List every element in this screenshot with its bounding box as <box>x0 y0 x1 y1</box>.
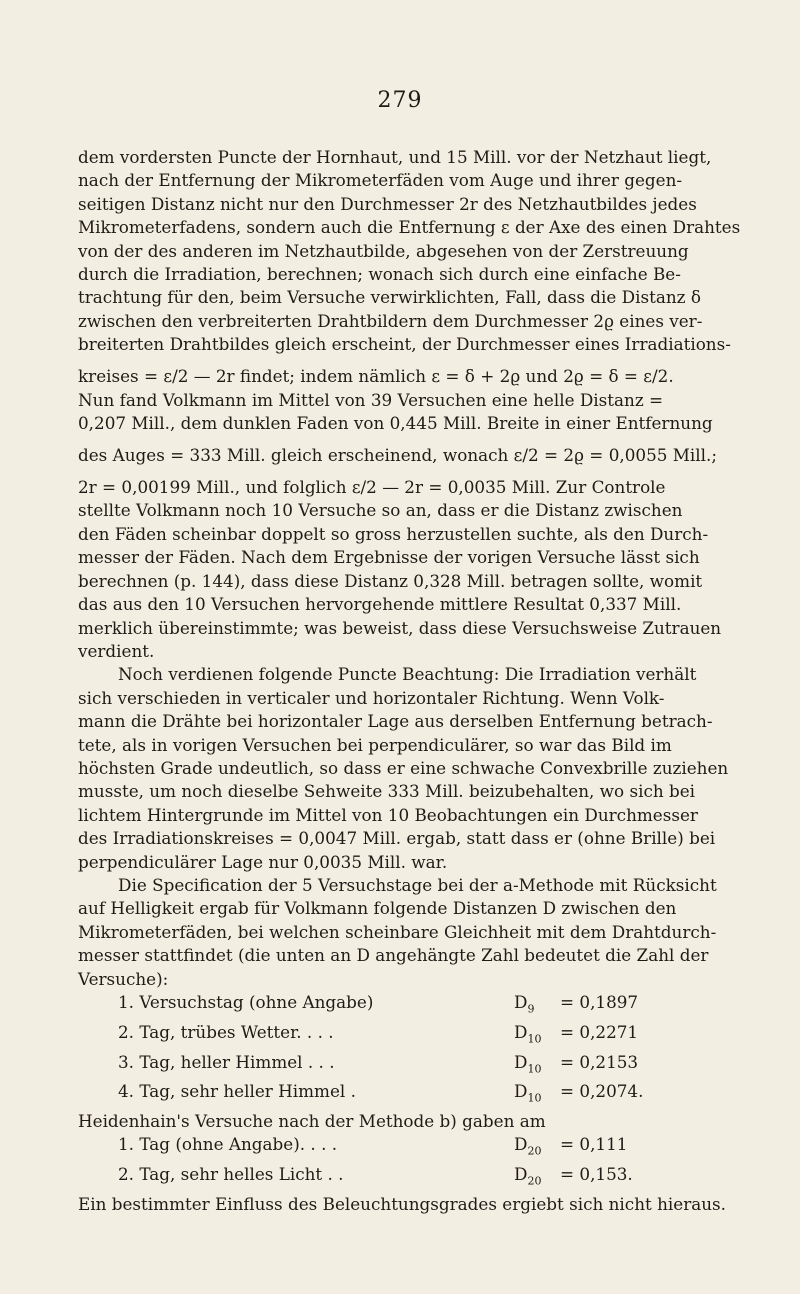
text-line: Mikrometerfäden, bei welchen scheinbare Gleichheit mit dem Drahtdurch- <box>78 921 717 942</box>
row-value: = 0,153. <box>560 1164 633 1185</box>
text-line: merklich übereinstimmte; was beweist, dass diese Versuchsweise Zutrauen <box>78 617 722 638</box>
row-label: 2. Tag, trübes Wetter. . . . <box>118 1021 334 1042</box>
text-line: messer stattfindet (die unten an D angehängte Zahl bedeutet die Zahl der <box>78 945 709 966</box>
row-symbol: $D_9$ <box>514 992 535 1016</box>
text-line: verdient. <box>78 640 155 661</box>
paragraph-start-line: Noch verdienen folgende Puncte Beachtung: Die Irradiation verhält <box>118 664 697 685</box>
row-symbol: $D_{10}$ <box>514 1021 542 1046</box>
table-row <box>78 1080 736 1110</box>
formula-line: des Auges = 333 Mill. gleich erscheinend, wonach ε/2 = 2ϱ = 0,0055 Mill.; <box>78 445 718 466</box>
text-line: des Irradiationskreises = 0,0047 Mill. ergab, statt dass er (ohne Brille) bei <box>78 828 716 849</box>
text-line: perpendiculärer Lage nur 0,0035 Mill. war. <box>78 851 448 872</box>
row-label: 1. Versuchstag (ohne Angabe) <box>118 992 374 1012</box>
heidenhain-table <box>78 1133 736 1193</box>
heidenhain-line: Heidenhain's Versuche nach der Methode b) gaben am <box>78 1111 546 1132</box>
text-line: seitigen Distanz nicht nur den Durchmesser 2r des Netzhautbildes jedes <box>78 193 697 214</box>
final-line: Ein bestimmter Einfluss des Beleuchtungsgrades ergiebt sich nicht hieraus. <box>78 1194 726 1214</box>
text-line: durch die Irradiation, berechnen; wonach sich durch eine einfache Be- <box>78 264 681 285</box>
text-line: das aus den 10 Versuchen hervorgehende mittlere Resultat 0,337 Mill. <box>78 594 682 615</box>
volkmann-table <box>78 991 736 1110</box>
text-line: 0,207 Mill., dem dunklen Faden von 0,445 Mill. Breite in einer Entfernung <box>78 413 713 434</box>
row-value: = 0,111 <box>560 1134 628 1155</box>
text-line: höchsten Grade undeutlich, so dass er eine schwache Convexbrille zuziehen <box>78 757 729 778</box>
text-line: berechnen (p. 144), dass diese Distanz 0,328 Mill. betragen sollte, womit <box>78 570 703 591</box>
text-line: sich verschieden in verticaler und horizontaler Richtung. Wenn Volk- <box>78 687 665 708</box>
text-line: breiterten Drahtbildes gleich erscheint, der Durchmesser eines Irradiations- <box>78 334 731 355</box>
text-line: messer der Fäden. Nach dem Ergebnisse der vorigen Versuche lässt sich <box>78 547 700 568</box>
page-number: 279 <box>377 88 423 113</box>
text-line: auf Helligkeit ergab für Volkmann folgende Distanzen D zwischen den <box>78 898 677 919</box>
text-line: tete, als in vorigen Versuchen bei perpendiculärer, so war das Bild im <box>78 734 672 755</box>
row-label: 1. Tag (ohne Angabe). . . . <box>118 1134 338 1155</box>
row-symbol: $D_{10}$ <box>514 1081 542 1105</box>
text-line: nach der Entfernung der Mikrometerfäden vom Auge und ihrer gegen- <box>78 170 683 191</box>
text-line: den Fäden scheinbar doppelt so gross herzustellen suchte, als den Durch- <box>78 523 709 544</box>
row-label: 4. Tag, sehr heller Himmel . <box>118 1081 356 1102</box>
text-line: zwischen den verbreiterten Drahtbildern dem Durchmesser 2ϱ eines ver- <box>78 310 703 331</box>
text-line: musste, um noch dieselbe Sehweite 333 Mill. beizubehalten, wo sich bei <box>78 781 696 802</box>
text-line: Versuche): <box>78 968 169 989</box>
text-line: trachtung für den, beim Versuche verwirklichten, Fall, dass die Distanz δ <box>78 287 701 308</box>
text-line: von der des anderen im Netzhautbilde, abgesehen von der Zerstreuung <box>78 240 689 261</box>
text-line: stellte Volkmann noch 10 Versuche so an, dass er die Distanz zwischen <box>78 500 683 521</box>
table-row <box>78 1021 736 1051</box>
table-row <box>78 991 736 1021</box>
formula-line: kreises = ε/2 — 2r findet; indem nämlich ε = δ + 2ϱ und 2ϱ = δ = ε/2. <box>78 366 674 387</box>
row-label: 3. Tag, heller Himmel . . . <box>118 1051 335 1072</box>
row-value: = 0,2153 <box>560 1051 639 1072</box>
row-value: = 0,2271 <box>560 1021 639 1042</box>
row-symbol: $D_{10}$ <box>514 1051 542 1075</box>
row-symbol: $D_{20}$ <box>514 1164 542 1188</box>
text-line: mann die Drähte bei horizontaler Lage aus derselben Entfernung betrach- <box>78 711 713 732</box>
table-row <box>78 1133 736 1163</box>
text-line: Mikrometerfadens, sondern auch die Entfernung ε der Axe des einen Drahtes <box>78 217 741 238</box>
row-label: 2. Tag, sehr helles Licht . . <box>118 1164 344 1185</box>
text-line: lichtem Hintergrunde im Mittel von 10 Beobachtungen ein Durchmesser <box>78 804 698 825</box>
formula-line: 2r = 0,00199 Mill., und folglich ε/2 — 2r = 0,0035 Mill. Zur Controle <box>78 477 666 498</box>
row-value: = 0,1897 <box>560 992 639 1012</box>
text-line: dem vordersten Puncte der Hornhaut, und 15 Mill. vor der Netzhaut liegt, <box>78 147 712 167</box>
row-value: = 0,2074. <box>560 1081 644 1102</box>
paragraph-start-line: Die Specification der 5 Versuchstage bei der a-Methode mit Rücksicht <box>118 874 717 895</box>
table-row <box>78 1051 736 1081</box>
table-row <box>78 1163 736 1193</box>
text-line: Nun fand Volkmann im Mittel von 39 Versuchen eine helle Distanz = <box>78 389 664 410</box>
body-text <box>78 146 741 1216</box>
row-symbol: $D_{20}$ <box>514 1134 542 1158</box>
